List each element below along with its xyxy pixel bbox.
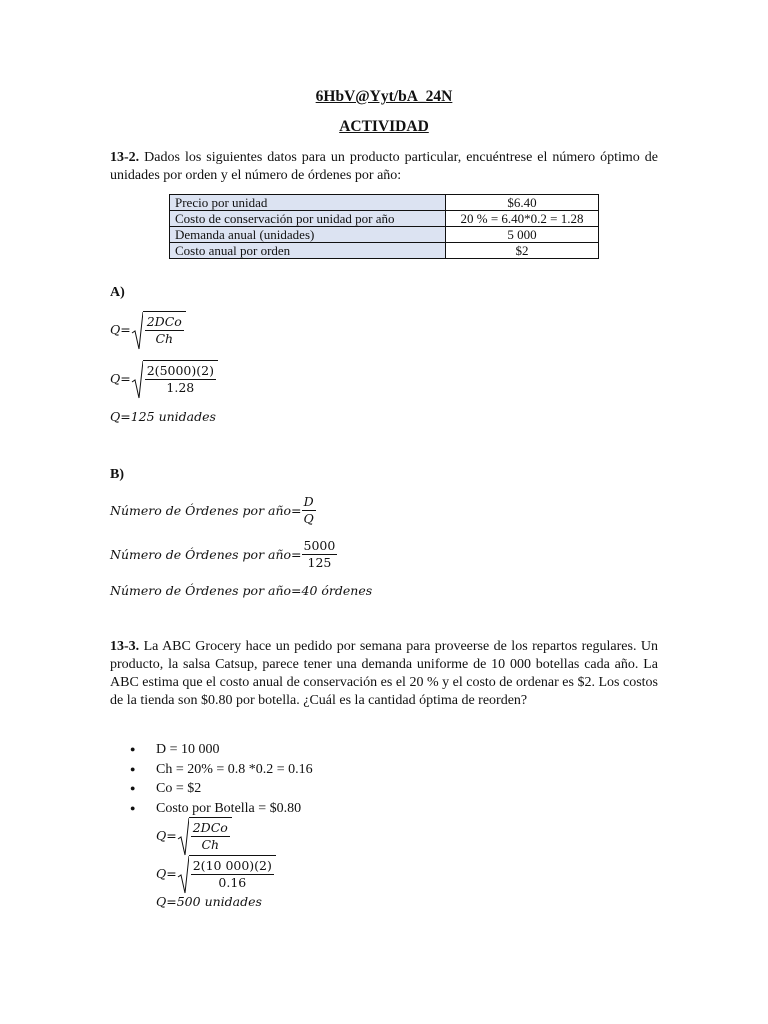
formula-eoq-general-2 bbox=[156, 817, 232, 853]
table-row bbox=[170, 227, 599, 243]
radical-sign-icon bbox=[131, 360, 143, 400]
table-cell-label: Costo anual por orden bbox=[170, 243, 446, 259]
formula-denominator: Ch bbox=[155, 331, 174, 346]
formula-eoq-substituted-2 bbox=[156, 855, 276, 891]
list-item: ● Co = $2 bbox=[130, 779, 313, 799]
formula-eoq-substituted bbox=[110, 360, 218, 396]
problem-number: 13-3. bbox=[110, 639, 140, 654]
formula-numerator: 2(5000)(2) bbox=[146, 363, 214, 378]
problem-number: 13-2. bbox=[110, 150, 140, 165]
result-unit: unidades bbox=[204, 894, 262, 909]
formula-eoq-general bbox=[110, 311, 186, 347]
formula-numerator: D bbox=[302, 494, 316, 511]
formula-orders-substituted bbox=[110, 538, 337, 571]
formula-numerator: 2(10 000)(2) bbox=[192, 858, 272, 873]
problem-text: Dados los siguientes datos para un producto particular, encuéntrese el número óptimo de unidades por orden y el número de órdenes por año: bbox=[110, 150, 659, 183]
problem-13-3-statement bbox=[110, 638, 658, 710]
formula-lhs: Q= bbox=[156, 865, 177, 881]
formula-orders-general bbox=[110, 494, 316, 527]
result-part-a bbox=[110, 409, 216, 424]
radical-sign-icon bbox=[177, 817, 189, 857]
table-cell-label: Demanda anual (unidades) bbox=[170, 227, 446, 243]
table-row bbox=[170, 211, 599, 227]
radical-sign-icon bbox=[131, 311, 143, 351]
result-value: Q=125 bbox=[110, 409, 159, 424]
formula-denominator: 125 bbox=[307, 555, 332, 570]
formula-lhs: Número de Órdenes por año= bbox=[110, 547, 302, 562]
page-title: ACTIVIDAD bbox=[339, 118, 429, 135]
formula-numerator: 2DCo bbox=[192, 820, 228, 835]
table-cell-value: $6.40 bbox=[446, 195, 599, 211]
square-root bbox=[177, 817, 232, 853]
square-root bbox=[177, 855, 276, 891]
square-root bbox=[131, 311, 186, 347]
result-value: Q=500 bbox=[156, 894, 205, 909]
formula-denominator: 1.28 bbox=[166, 380, 195, 395]
table-cell-value: 20 % = 6.40*0.2 = 1.28 bbox=[446, 211, 599, 227]
table-cell-value: $2 bbox=[446, 243, 599, 259]
formula-lhs: Q= bbox=[156, 827, 177, 843]
table-row bbox=[170, 243, 599, 259]
given-values-list bbox=[130, 740, 313, 818]
formula-lhs: Número de Órdenes por año= bbox=[110, 503, 302, 518]
table-cell-label: Precio por unidad bbox=[170, 195, 446, 211]
list-item: ● Costo por Botella = $0.80 bbox=[130, 799, 313, 819]
part-a-label: A) bbox=[110, 285, 125, 300]
part-b-label: B) bbox=[110, 467, 124, 482]
result-part-b: Número de Órdenes por año=40 órdenes bbox=[110, 583, 373, 598]
formula-numerator: 2DCo bbox=[146, 314, 182, 329]
problem-text: La ABC Grocery hace un pedido por semana para proveerse de los repartos regulares. Un producto, la salsa Catsup, parece tener una demanda uniforme de 10 000 botellas cada año. La ABC estima que el costo anual de conservación es el 20 % y el costo de ordenar es $2. Los costos de la tienda son $0.80 por botella. ¿Cuál es la cantidad óptima de reorden? bbox=[110, 639, 658, 708]
formula-lhs: Q= bbox=[110, 321, 131, 337]
radical-sign-icon bbox=[177, 855, 189, 895]
formula-denominator: Q bbox=[303, 511, 314, 526]
result-unit: unidades bbox=[158, 409, 216, 424]
list-item: ● Ch = 20% = 0.8 *0.2 = 0.16 bbox=[130, 760, 313, 780]
table-cell-label: Costo de conservación por unidad por año bbox=[170, 211, 446, 227]
formula-denominator: Ch bbox=[201, 837, 220, 852]
problem-13-2-statement bbox=[110, 149, 658, 185]
product-data-table bbox=[169, 194, 599, 259]
table-cell-value: 5 000 bbox=[446, 227, 599, 243]
square-root bbox=[131, 360, 218, 396]
formula-denominator: 0.16 bbox=[218, 875, 247, 890]
formula-lhs: Q= bbox=[110, 370, 131, 386]
table-row bbox=[170, 195, 599, 211]
result-13-3 bbox=[156, 894, 262, 909]
document-code: 6HbV@Yyt/bA_24N bbox=[315, 88, 453, 105]
list-item: ● D = 10 000 bbox=[130, 740, 313, 760]
formula-numerator: 5000 bbox=[303, 538, 336, 553]
